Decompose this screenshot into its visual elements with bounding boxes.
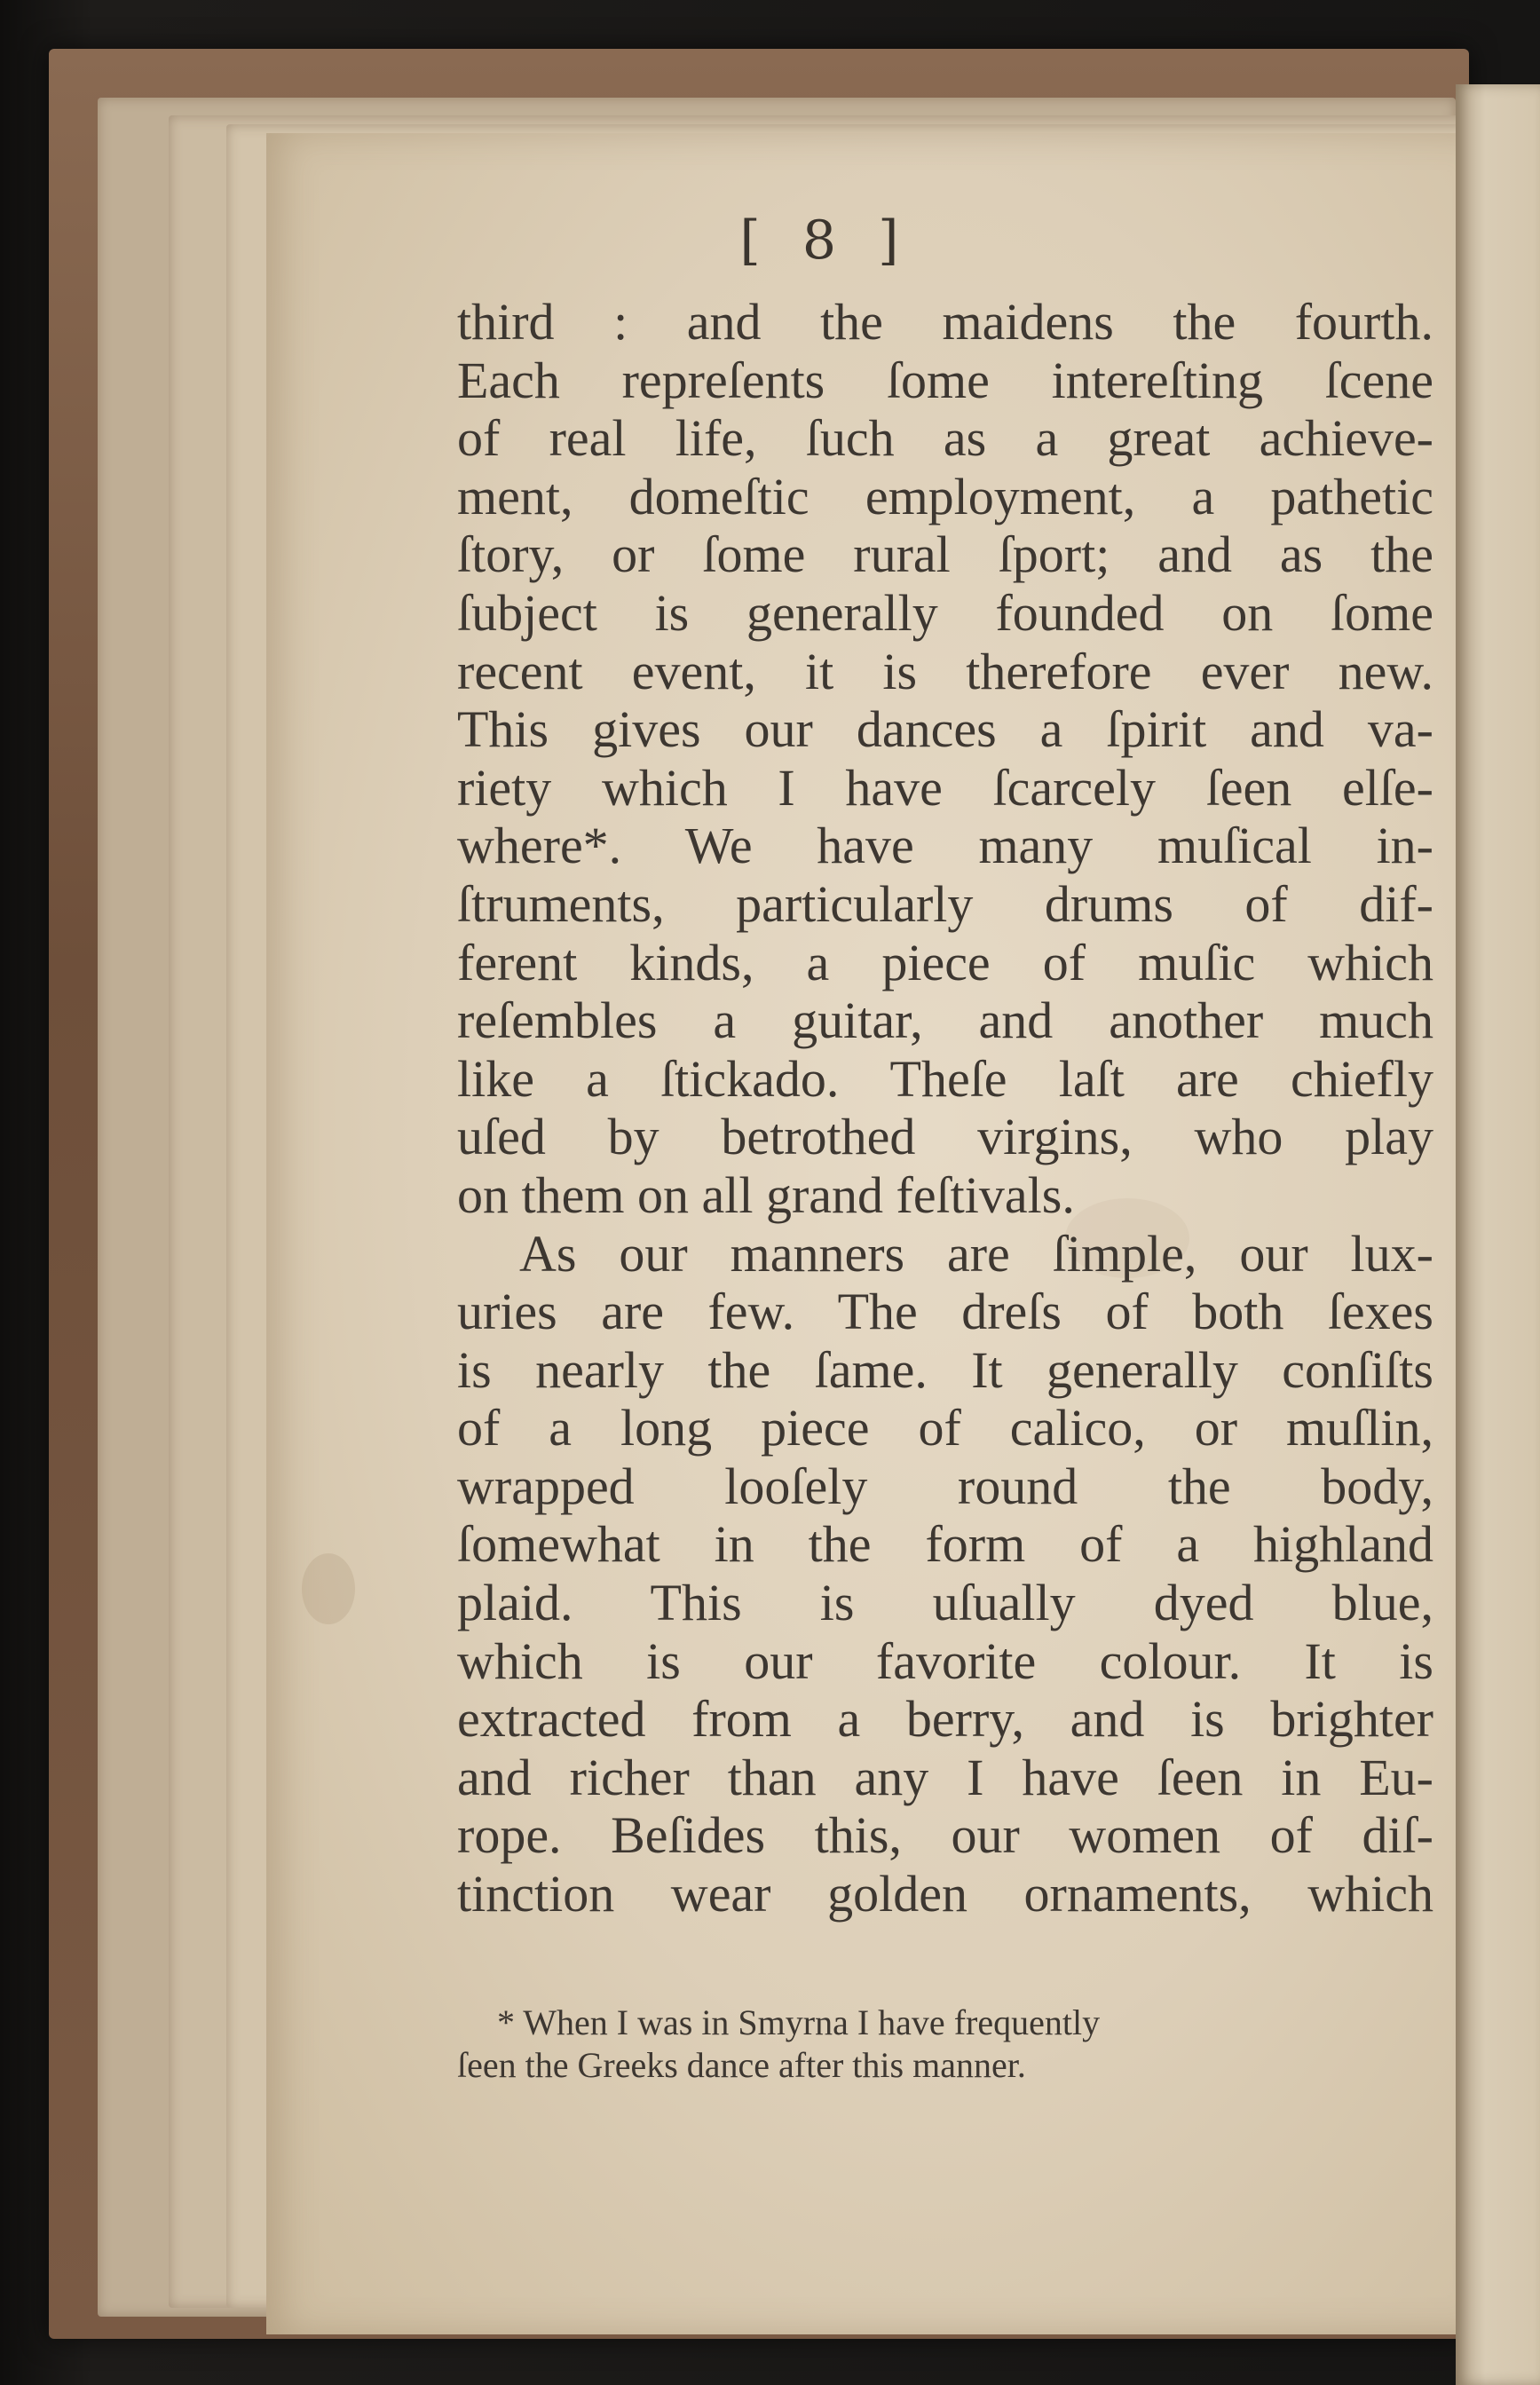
text-line: reſembles a guitar, and another much (457, 991, 1433, 1050)
text-line: ſubject is generally founded on ſome (457, 583, 1433, 642)
footnote-line: ſeen the Greeks dance after this manner. (457, 2045, 1026, 2085)
text-line: wrapped looſely round the body, (457, 1457, 1433, 1515)
text-line: third : and the maidens the fourth. (457, 293, 1433, 351)
footnote-line: * When I was in Smyrna I have frequently (497, 2002, 1101, 2042)
text-line: ſtory, or ſome rural ſport; and as the (457, 525, 1433, 584)
text-line: ſomewhat in the form of a highland (457, 1515, 1433, 1574)
text-line: riety which I have ſcarcely ſeen elſe- (457, 758, 1433, 817)
text-line: tinction wear golden ornaments, which (457, 1865, 1433, 1923)
text-line: ment, domeſtic employment, a pathetic (457, 467, 1433, 525)
text-line: plaid. This is uſually dyed blue, (457, 1574, 1433, 1632)
text-line: of real life, ſuch as a great achieve- (457, 409, 1433, 468)
text-line: As our manners are ſimple, our lux- (519, 1224, 1433, 1283)
text-line: extracted from a berry, and is brighter (457, 1690, 1433, 1749)
page-number: [ 8 ] (739, 209, 912, 272)
text-line: on them on all grand feſtivals. (457, 1165, 1075, 1224)
text-line: uries are few. The dreſs of both ſexes (457, 1283, 1433, 1341)
text-line: ferent kinds, a piece of muſic which (457, 933, 1433, 991)
text-line: rope. Beſides this, our women of diſ- (457, 1806, 1433, 1865)
text-line: like a ſtickado. Theſe laſt are chiefly (457, 1049, 1433, 1108)
text-line: and richer than any I have ſeen in Eu- (457, 1748, 1433, 1806)
right-page-edge (1456, 84, 1540, 2385)
text-line: uſed by betrothed virgins, who play (457, 1108, 1433, 1166)
text-line: recent event, it is therefore ever new. (457, 642, 1433, 700)
footnote (457, 2002, 1433, 2087)
text-line: where*. We have many muſical in- (457, 817, 1433, 875)
stain (302, 1553, 355, 1624)
body-text (457, 293, 1433, 1923)
text-line: Each repreſents ſome intereſting ſcene (457, 351, 1433, 409)
text-line: of a long piece of calico, or muſlin, (457, 1399, 1433, 1457)
text-line: ſtruments, particularly drums of dif- (457, 874, 1433, 933)
text-line: This gives our dances a ſpirit and va- (457, 700, 1433, 759)
text-line: which is our favorite colour. It is (457, 1631, 1433, 1690)
text-line: is nearly the ſame. It generally conſiſts (457, 1340, 1433, 1399)
